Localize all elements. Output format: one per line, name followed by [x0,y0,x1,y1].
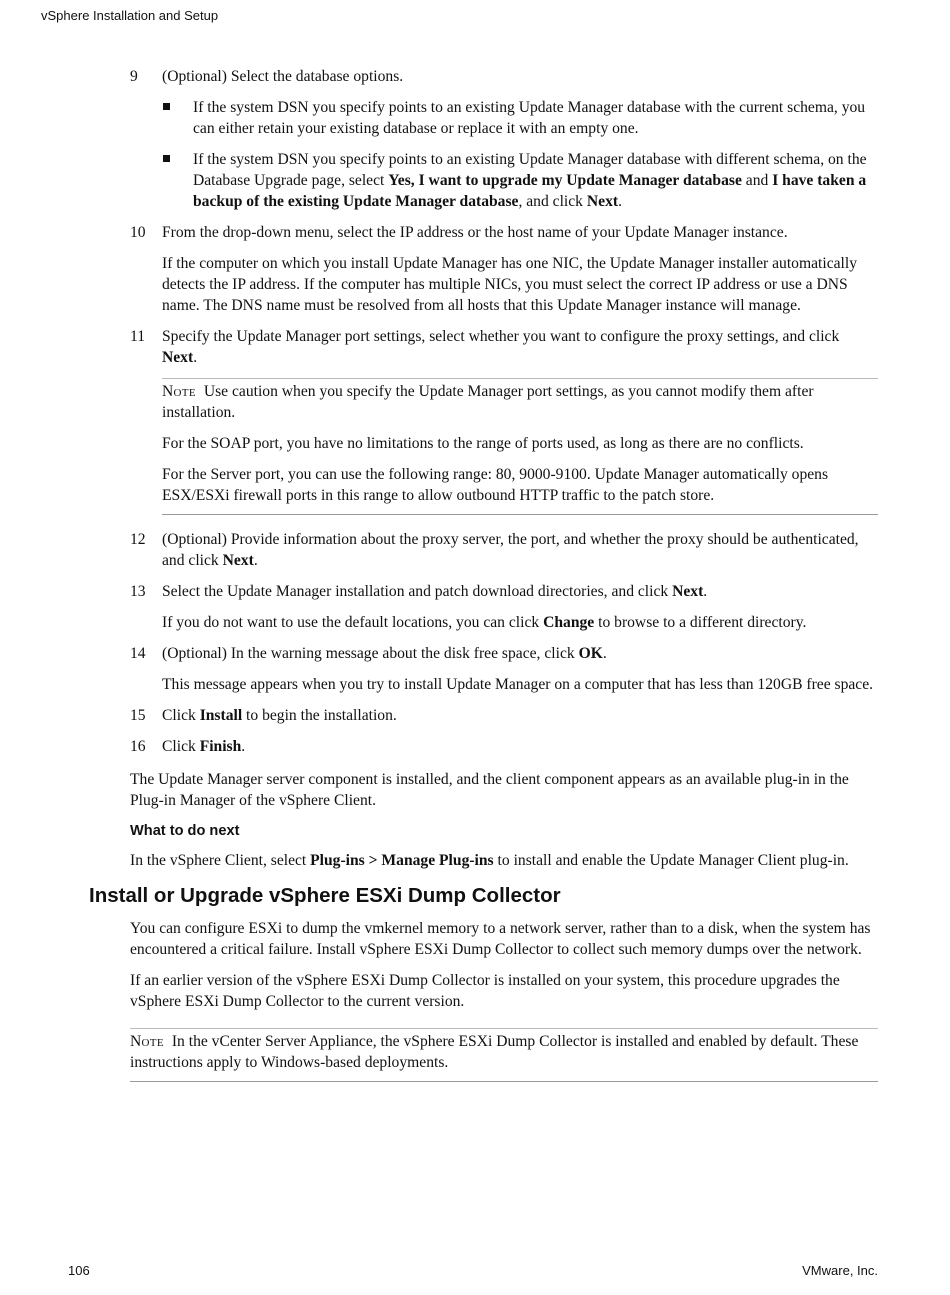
section-title: Install or Upgrade vSphere ESXi Dump Collector [89,884,561,907]
step-number: 9 [130,68,138,85]
ui-label-change: Change [543,614,595,631]
ui-label-finish: Finish [199,738,242,755]
ui-label-next: Next [672,583,704,600]
step-9 [130,66,878,212]
section-paragraph: You can configure ESXi to dump the vmkernel memory to a network server, rather than to a disk, when the system has encountered a critical failure. Install vSphere ESXi Dump Collector to collect such memory dumps over the network. [130,920,871,958]
step-number: 13 [130,583,146,600]
ui-label-next: Next [222,552,254,569]
result-block [130,769,878,871]
step-number: 11 [130,328,146,345]
running-head: vSphere Installation and Setup [41,8,219,23]
step-text: Click Install to begin the installation. [162,707,397,724]
step-text: Specify the Update Manager port settings, select whether you want to configure the proxy settings, and click Next. [162,328,840,366]
note-box [130,1028,878,1082]
page-number: 106 [68,1263,90,1278]
note-box [162,378,878,515]
what-to-do-next-heading: What to do next [130,823,240,839]
step-16 [130,736,878,757]
ui-label-plugins-menu: Plug-ins > Manage Plug-ins [310,852,494,869]
list-item [162,97,878,139]
note-text: Note Use caution when you specify the Update Manager port settings, as you cannot modify them after installation. [162,383,814,421]
note-paragraph: For the Server port, you can use the following range: 80, 9000-9100. Update Manager automatically opens ESX/ESXi firewall ports in this range to allow outbound HTTP traffic to the patch store. [162,466,829,504]
bullet-square-icon [163,155,170,162]
bullet-text: and [741,172,773,189]
step-number: 16 [130,738,146,755]
ui-label-backup-option: I have taken a backup of the existing Update Manager database [193,172,867,210]
step-number: 12 [130,531,146,548]
ui-label-next: Next [162,349,194,366]
next-paragraph: In the vSphere Client, select Plug-ins > Manage Plug-ins to install and enable the Update Manager Client plug-in. [130,852,849,869]
bullet-text: If the system DSN you specify points to an existing Update Manager database with the current schema, you can either retain your existing database or replace it with an empty one. [193,99,866,137]
note-label: Note [130,1033,164,1050]
result-paragraph: The Update Manager server component is installed, and the client component appears as an available plug-in in the Plug-in Manager of the vSphere Client. [130,771,849,809]
step-number: 15 [130,707,146,724]
bullet-text: If the system DSN you specify points to an existing Update Manager database with different schema, on the Database Upgrade page, select [193,151,867,189]
section-body [130,918,878,1082]
bullet-list [162,97,878,212]
step-text: Click Finish. [162,738,246,755]
note-text: Note In the vCenter Server Appliance, the vSphere ESXi Dump Collector is installed and enabled by default. These instructions apply to Windows-based deployments. [130,1033,859,1071]
bullet-square-icon [163,103,170,110]
step-number: 14 [130,645,146,662]
step-15 [130,705,878,726]
bullet-text: , and click [518,193,587,210]
step-paragraph: If the computer on which you install Update Manager has one NIC, the Update Manager installer automatically detects the IP address. If the computer has multiple NICs, you must select the correct IP address or use a DNS name. The DNS name must be resolved from all hosts that this Update Manager instance will manage. [162,255,858,314]
step-text: (Optional) Provide information about the proxy server, the port, and whether the proxy should be authenticated, and click Next. [162,531,859,569]
step-13 [130,581,878,633]
ui-label-next: Next [586,193,619,210]
page-content [0,66,950,1096]
note-paragraph: For the SOAP port, you have no limitations to the range of ports used, as long as there are no conflicts. [162,435,804,452]
ui-label-upgrade-option: Yes, I want to upgrade my Update Manager database [388,172,742,189]
step-text: (Optional) In the warning message about the disk free space, click OK. [162,645,607,662]
ui-label-ok: OK [578,645,603,662]
bullet-text: . [618,193,622,210]
step-text: (Optional) Select the database options. [162,68,404,85]
step-paragraph: If you do not want to use the default locations, you can click Change to browse to a different directory. [162,614,807,631]
step-12 [130,529,878,571]
publisher-name: VMware, Inc. [802,1263,878,1278]
step-number: 10 [130,224,146,241]
step-11 [130,326,878,515]
step-10 [130,222,878,316]
step-text: Select the Update Manager installation and patch download directories, and click Next. [162,583,708,600]
step-paragraph: This message appears when you try to install Update Manager on a computer that has less than 120GB free space. [162,676,874,693]
section-paragraph: If an earlier version of the vSphere ESXi Dump Collector is installed on your system, this procedure upgrades the vSphere ESXi Dump Collector to the current version. [130,972,840,1010]
note-label: Note [162,383,196,400]
ui-label-install: Install [199,707,243,724]
list-item [162,149,878,212]
step-text: From the drop-down menu, select the IP address or the host name of your Update Manager instance. [162,224,788,241]
step-14 [130,643,878,695]
